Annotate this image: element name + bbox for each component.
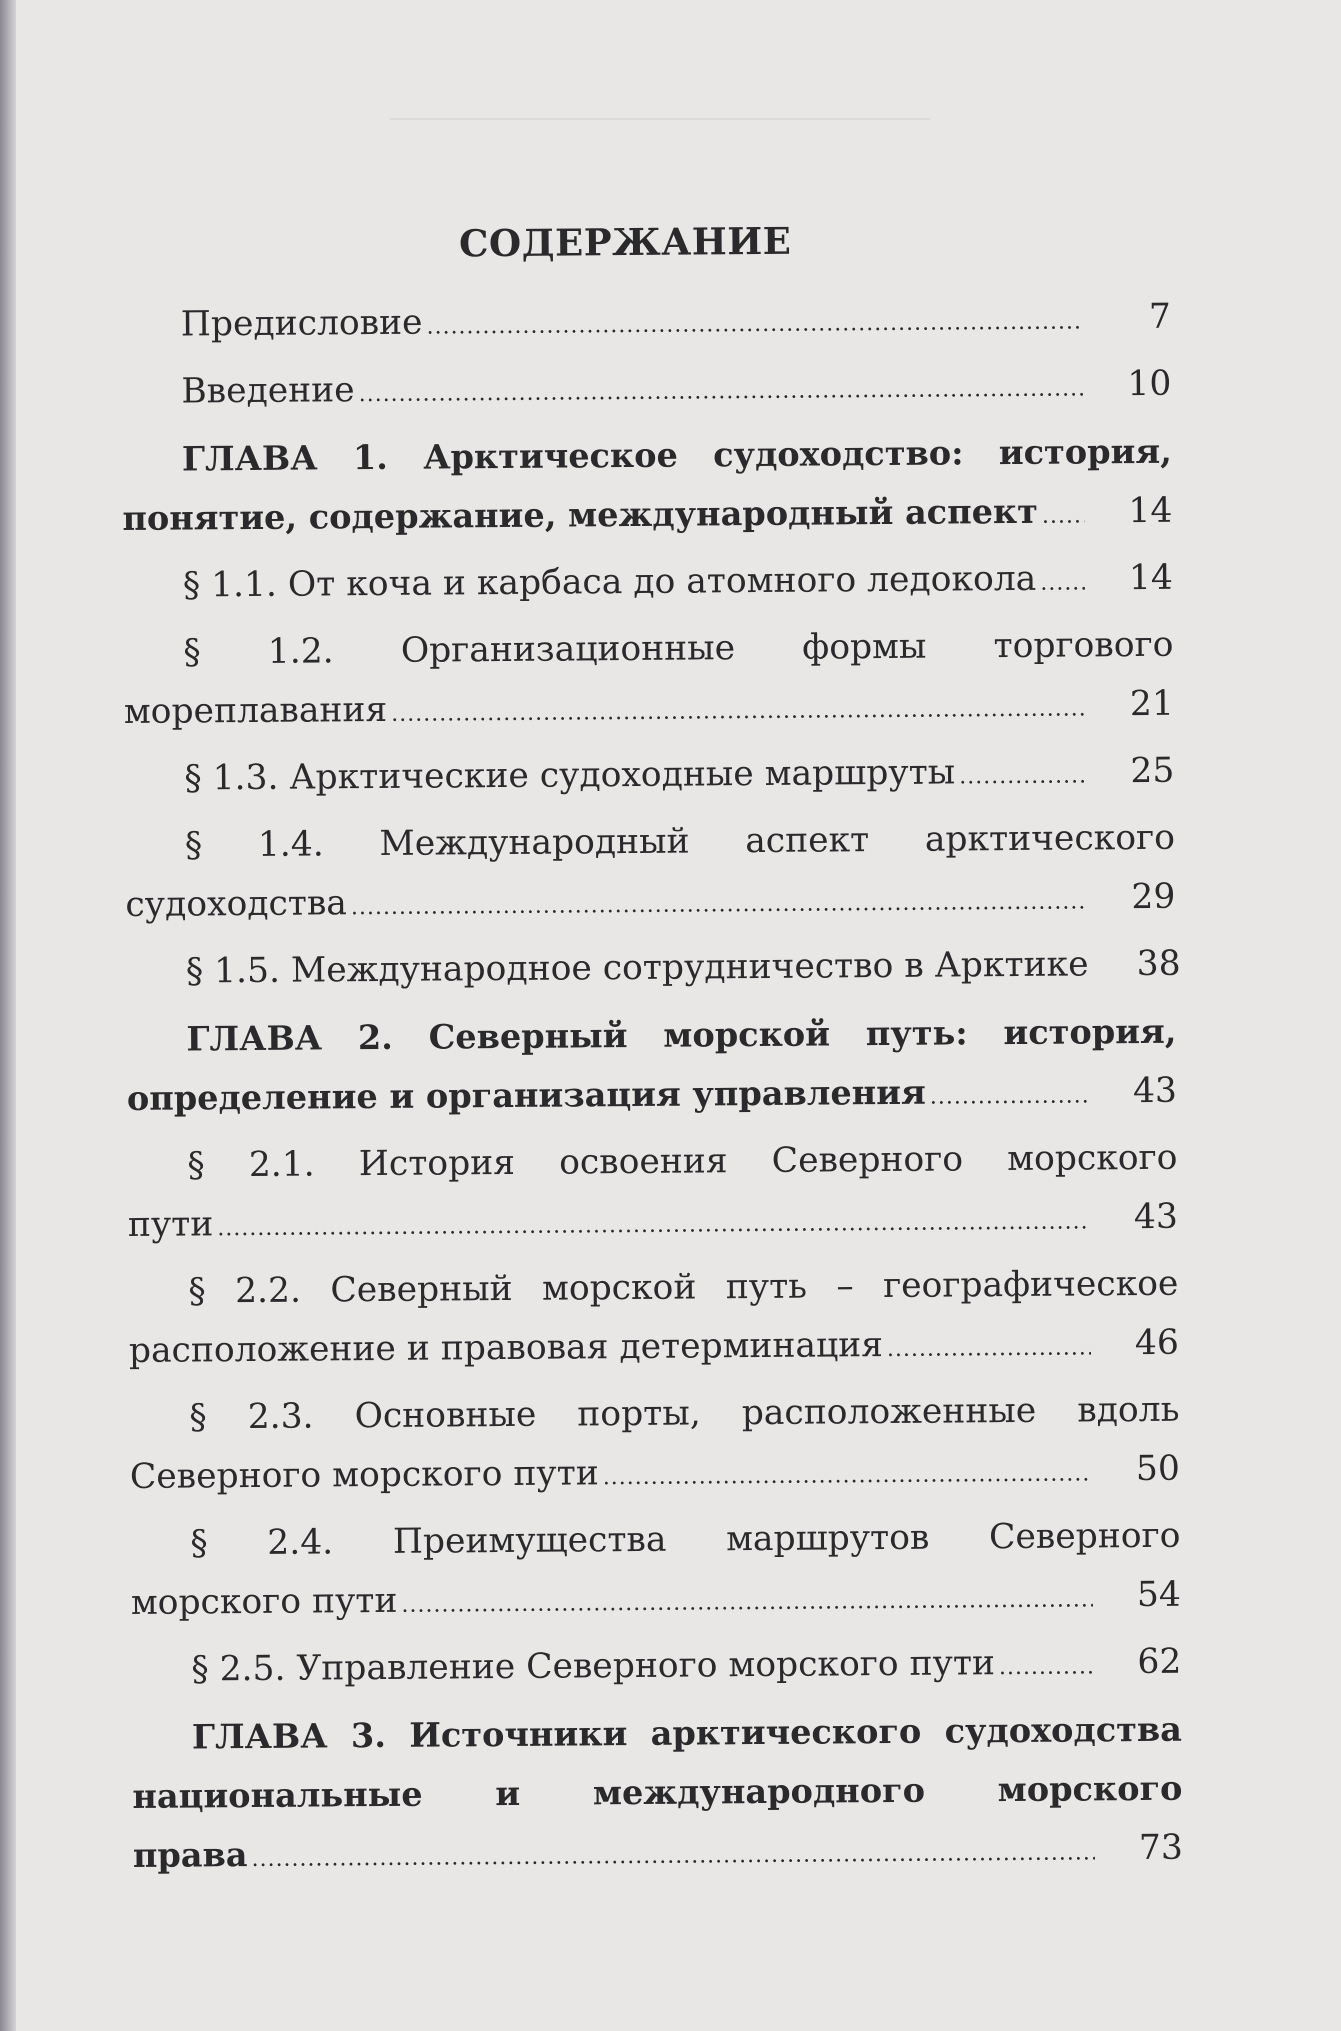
toc-entry-page: 73 xyxy=(1138,1827,1183,1869)
toc-entry-page: 7 xyxy=(1148,296,1171,337)
toc-entry-text: мореплавания xyxy=(123,689,388,732)
leader-dots xyxy=(887,1314,1091,1379)
toc-entry-page: 43 xyxy=(1132,1070,1178,1112)
leader-dots xyxy=(217,1188,1090,1258)
toc-entry-section-2-5[interactable] xyxy=(131,1633,1181,1704)
leader-dots xyxy=(1042,481,1085,545)
toc-entry-text: понятие, содержание, международный аспект xyxy=(122,491,1039,538)
table-of-contents xyxy=(120,210,1183,1894)
toc-entry-first-line: § 1.2. Организационные формы торгового xyxy=(183,624,1174,673)
toc-entry-section-2-4[interactable] xyxy=(130,1507,1181,1637)
toc-entry-section-2-2[interactable] xyxy=(128,1255,1179,1385)
leader-dots xyxy=(603,1440,1093,1507)
toc-entry-text: Введение xyxy=(181,370,355,412)
leader-dots xyxy=(251,1818,1095,1889)
toc-entry-page: 14 xyxy=(1128,490,1173,532)
toc-entry-page: 21 xyxy=(1129,683,1175,725)
page-footer-ornament xyxy=(570,1935,760,1939)
toc-entry-first-line: § 2.4. Преимущества маршрутов Северного xyxy=(190,1515,1181,1564)
toc-entry-first-line: § 2.1. История освоения Северного морского xyxy=(187,1137,1178,1186)
toc-entry-page: 54 xyxy=(1136,1574,1182,1616)
toc-entry-text: судоходства xyxy=(125,883,348,925)
toc-entry-section-1-4[interactable] xyxy=(125,809,1176,939)
toc-entry-first-line: § 2.2. Северный морской путь – географическое xyxy=(188,1263,1179,1312)
toc-entry-section-1-3[interactable] xyxy=(124,742,1174,813)
toc-entry-introduction[interactable] xyxy=(121,355,1171,426)
toc-entry-text: § 1.3. Арктические судоходные маршруты xyxy=(184,752,956,799)
toc-entry-section-1-5[interactable] xyxy=(126,935,1181,1006)
leader-dots xyxy=(351,868,1088,937)
leader-dots xyxy=(401,1566,1093,1634)
leader-dots xyxy=(426,288,1083,356)
toc-entry-text: § 2.5. Управление Северного морского пути xyxy=(191,1643,996,1690)
toc-entry-text: расположение и правовая детерминация xyxy=(128,1325,884,1371)
leader-dots xyxy=(391,675,1086,743)
toc-entry-text: права xyxy=(132,1835,248,1875)
toc-entry-page: 29 xyxy=(1131,876,1176,918)
bleed-through-rule xyxy=(390,118,930,120)
bleed-through-text xyxy=(380,70,940,110)
toc-entry-page: 14 xyxy=(1128,557,1174,599)
leader-dots xyxy=(930,1061,1090,1126)
leader-dots xyxy=(999,1633,1094,1697)
toc-entry-page: 10 xyxy=(1127,363,1172,405)
toc-entry-page: 25 xyxy=(1130,750,1175,792)
toc-entry-page: 62 xyxy=(1137,1641,1182,1683)
toc-entry-text: Предисловие xyxy=(180,302,423,345)
toc-entry-preface[interactable] xyxy=(121,288,1171,359)
toc-entry-text: § 1.5. Международное сотрудничество в Арктике xyxy=(185,944,1089,992)
toc-entry-text: Северного морского пути xyxy=(129,1453,599,1497)
toc-entry-first-line: ГЛАВА 3. Источники арктического судоходства xyxy=(191,1709,1183,1757)
toc-entry-section-1-1[interactable] xyxy=(123,549,1173,620)
leader-dots xyxy=(1040,549,1085,612)
toc-entry-section-2-1[interactable] xyxy=(127,1129,1178,1259)
toc-entry-second-line: национальные и международного морского xyxy=(132,1768,1183,1816)
toc-entry-first-line: ГЛАВА 1. Арктическое судоходство: история, xyxy=(181,431,1173,479)
toc-entry-text: § 1.1. От коча и карбаса до атомного ледокола xyxy=(182,558,1037,606)
toc-entry-text: определение и организация управления xyxy=(126,1072,926,1118)
toc-entry-section-2-3[interactable] xyxy=(129,1381,1180,1511)
leader-dots xyxy=(959,742,1087,806)
toc-entry-first-line: ГЛАВА 2. Северный морской путь: история, xyxy=(186,1011,1177,1059)
toc-title: СОДЕРЖАНИЕ xyxy=(458,218,792,266)
toc-entry-first-line: § 1.4. Международный аспект арктического xyxy=(184,817,1176,866)
toc-entry-text: морского пути xyxy=(130,1580,398,1623)
toc-entry-chapter-3[interactable] xyxy=(132,1700,1183,1890)
toc-entry-section-1-2[interactable] xyxy=(123,616,1174,746)
leader-dots xyxy=(358,355,1083,424)
toc-entry-chapter-2[interactable] xyxy=(126,1002,1177,1133)
page-edge xyxy=(0,0,16,2031)
toc-entry-first-line: § 2.3. Основные порты, расположенные вдоль xyxy=(189,1389,1180,1438)
toc-entry-page: 43 xyxy=(1133,1196,1179,1238)
toc-entry-page: 38 xyxy=(1136,943,1181,985)
toc-entry-page: 46 xyxy=(1134,1322,1180,1364)
toc-entry-page: 50 xyxy=(1135,1448,1181,1490)
toc-entry-chapter-1[interactable] xyxy=(122,422,1173,553)
toc-entry-text: пути xyxy=(127,1204,214,1245)
